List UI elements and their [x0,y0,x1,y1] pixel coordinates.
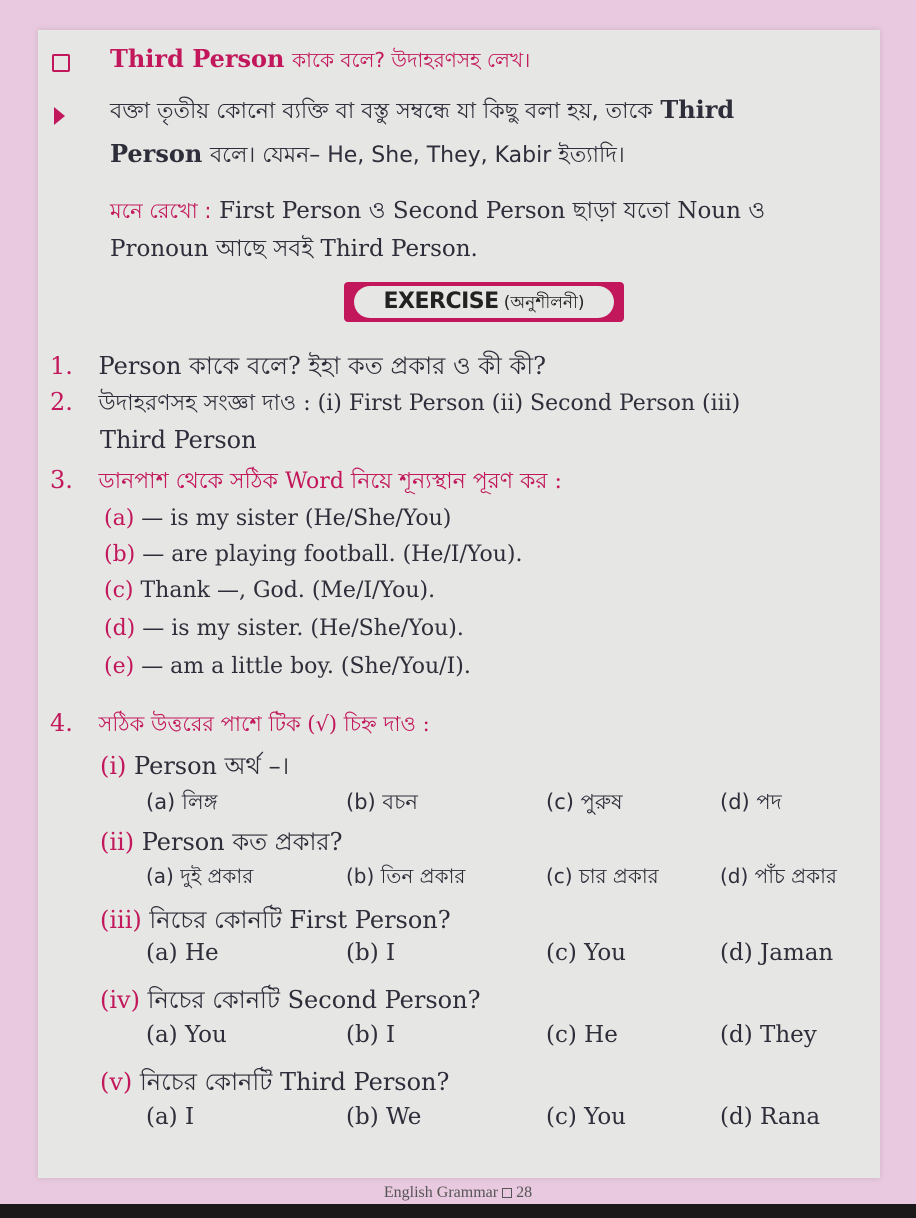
exercise-title: EXERCISE [383,289,499,314]
bullet-triangle-icon [54,107,65,125]
mcq-label: (iv) [100,986,140,1014]
definition-term-2: Person [110,139,203,168]
definition-term-1: Third [660,95,735,124]
mcq-option: (b) We [346,1104,422,1130]
footer-square-icon [502,1188,512,1198]
mcq-question [100,1064,449,1104]
definition-line-2 [110,138,625,175]
mcq-option: (d) Rana [720,1104,821,1130]
item-text: — is my sister. (He/She/You). [142,616,464,641]
mcq-label: (ii) [100,828,135,856]
textbook-page [38,30,880,1178]
mcq-option: (c) চার প্রকার [546,864,659,888]
question-1 [50,348,546,388]
note-line-1 [110,192,765,231]
mcq-label: (v) [100,1068,133,1096]
mcq-option: (a) I [146,1104,195,1130]
mcq-option: (c) পুরুষ [546,790,623,814]
mcq-text: Person কত প্রকার? [141,828,343,856]
fill-blank-item [104,542,522,567]
mcq-question [100,824,342,864]
fill-blank-item [104,578,435,603]
note-text-1: First Person ও Second Person ছাড়া যতো Noun ও [219,198,766,224]
mcq-option: (b) বচন [346,790,418,814]
mcq-option: (c) He [546,1022,618,1048]
question-text: ডানপাশ থেকে সঠিক Word নিয়ে শূন্যস্থান পূরণ কর : [98,469,562,494]
mcq-option: (d) পাঁচ প্রকার [720,864,837,888]
mcq-question [100,982,480,1022]
mcq-option: (c) You [546,940,626,966]
note-label: মনে রেখো : [110,199,212,223]
mcq-option: (d) They [720,1022,817,1048]
mcq-label: (i) [100,752,127,780]
question-text: উদাহরণসহ সংজ্ঞা দাও : (i) First Person (ii) Second Person (iii) [98,391,741,416]
exercise-subtitle: (অনুশীলনী) [503,293,585,313]
item-label: (a) [104,506,135,531]
heading-question: কাকে বলে? উদাহরণসহ লেখ। [292,48,531,72]
mcq-text: Person অর্থ –। [134,752,290,780]
question-2 [50,386,740,423]
item-text: Thank —, God. (Me/I/You). [140,578,436,603]
question-number: 1. [50,352,73,380]
item-label: (e) [104,654,135,679]
exercise-banner [344,282,624,322]
mcq-option: (d) পদ [720,790,782,814]
mcq-option: (b) তিন প্রকার [346,864,466,888]
definition-text-2: বলে। যেমন– He, She, They, Kabir ইত্যাদি। [209,143,625,168]
footer-book-title: English Grammar [383,1184,499,1201]
mcq-question [100,748,289,788]
question-text: সঠিক উত্তরের পাশে টিক (√) চিহ্ন দাও : [98,712,430,736]
fill-blank-item [104,616,464,641]
question-4 [50,708,430,743]
mcq-option: (a) দুই প্রকার [146,864,254,888]
mcq-text: নিচের কোনটি First Person? [149,906,451,934]
question-number: 3. [50,466,73,494]
question-number: 2. [50,388,73,416]
question-2-continued: Third Person [100,426,257,454]
checkbox-square-icon [52,54,70,72]
fill-blank-item [104,654,471,679]
mcq-option: (b) I [346,1022,396,1048]
mcq-label: (iii) [100,906,142,934]
mcq-text: নিচের কোনটি Second Person? [147,986,481,1014]
page-footer [0,1184,916,1202]
page-number: 28 [516,1184,533,1201]
mcq-option: (a) লিঙ্গ [146,790,218,814]
heading-term: Third Person [110,44,285,73]
note-text-2: Pronoun আছে সবই Third Person. [110,236,478,262]
fill-blank-item [104,506,451,531]
mcq-option: (d) Jaman [720,940,834,966]
mcq-option: (a) You [146,1022,227,1048]
bottom-edge [0,1204,916,1218]
mcq-option: (c) You [546,1104,626,1130]
question-text: Person কাকে বলে? ইহা কত প্রকার ও কী কী? [98,352,547,380]
section-heading [110,44,530,79]
definition-line-1 [110,94,734,131]
mcq-question [100,902,451,942]
item-label: (b) [104,542,136,567]
mcq-option: (a) He [146,940,219,966]
item-text: — are playing football. (He/I/You). [142,542,523,567]
item-text: — am a little boy. (She/You/I). [141,654,471,679]
item-text: — is my sister (He/She/You) [141,506,452,531]
item-label: (d) [104,616,136,641]
definition-text-1: বক্তা তৃতীয় কোনো ব্যক্তি বা বস্তু সম্বন্ধে যা কিছু বলা হয়, তাকে [110,99,653,124]
question-3 [50,464,562,501]
item-label: (c) [104,578,134,603]
mcq-text: নিচের কোনটি Third Person? [139,1068,450,1096]
question-number: 4. [50,709,73,737]
mcq-option: (b) I [346,940,396,966]
